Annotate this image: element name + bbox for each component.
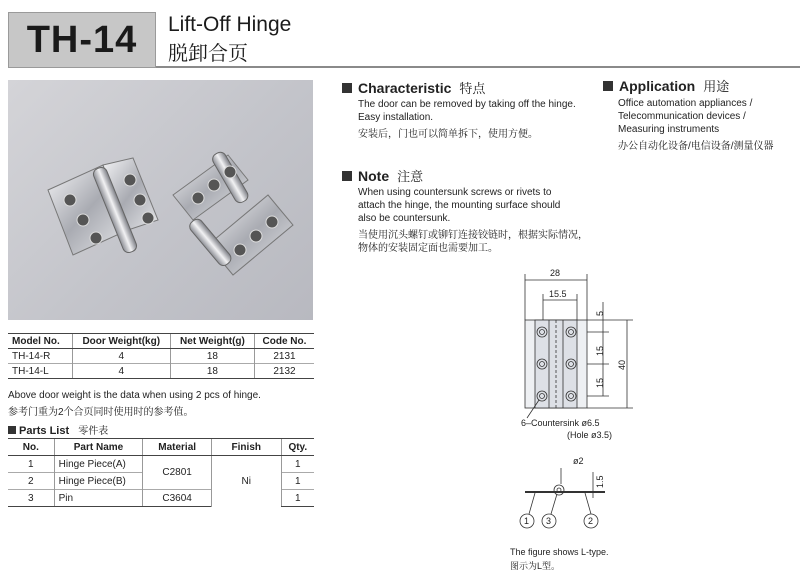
- col-model-no: Model No.: [8, 334, 72, 349]
- cell-qty: 1: [281, 456, 314, 473]
- countersink-label: 6–Countersink ø6.5: [521, 418, 600, 428]
- note-heading: [342, 166, 423, 185]
- characteristic-heading: [342, 78, 485, 97]
- hinge-separated: [173, 150, 293, 275]
- note-text: [358, 186, 588, 255]
- cell-net-weight: 18: [170, 364, 254, 379]
- col-code-no: Code No.: [254, 334, 314, 349]
- dim-15b: 15: [595, 377, 605, 388]
- cell-qty: 1: [281, 473, 314, 490]
- cell-net-weight: 18: [170, 349, 254, 364]
- model-code: TH-14: [26, 18, 138, 61]
- cell-qty: 1: [281, 490, 314, 507]
- callout-2: 2: [588, 516, 594, 526]
- cell-material: C2801: [143, 456, 212, 490]
- product-photo: [8, 80, 313, 320]
- bullet-square-icon: [342, 171, 352, 181]
- figure-caption: The figure shows L-type.: [510, 547, 609, 557]
- col-part-name: Part Name: [54, 439, 143, 456]
- bullet-square-icon: [342, 83, 352, 93]
- col-finish: Finish: [211, 439, 281, 456]
- weight-note: Above door weight is the data when using 2 pcs of hinge.: [8, 390, 261, 401]
- parts-list-heading: [8, 422, 108, 437]
- dim-15a: 15: [595, 345, 605, 356]
- cell-door-weight: 4: [72, 349, 170, 364]
- dim-5: 5: [595, 310, 605, 316]
- model-table: [8, 333, 314, 379]
- dim-center: 15.5: [549, 289, 567, 299]
- application-line-1: Office automation appliances /: [618, 98, 753, 109]
- note-line-3: also be countersunk.: [358, 213, 451, 224]
- callout-3: 3: [546, 516, 552, 526]
- characteristic-title: Characteristic: [358, 80, 452, 96]
- parts-list-title: Parts List: [19, 425, 70, 437]
- table-row: [8, 456, 314, 473]
- characteristic-line-1: The door can be removed by taking off the hinge.: [358, 99, 576, 110]
- characteristic-cn: 安装后，门也可以简单拆下，使用方便。: [358, 129, 538, 140]
- cell-part-name: Hinge Piece(B): [54, 473, 143, 490]
- application-line-2: Telecommunication devices /: [618, 111, 746, 122]
- bullet-square-icon: [8, 426, 16, 434]
- dim-thickness: 1.5: [595, 475, 605, 488]
- note-title-cn: 注意: [397, 169, 424, 184]
- cell-no: 1: [8, 456, 54, 473]
- cell-model: TH-14-R: [8, 349, 72, 364]
- dim-height: 40: [617, 359, 627, 370]
- model-table-header: [8, 334, 314, 349]
- header-divider: [156, 66, 800, 68]
- callout-1: 1: [524, 516, 530, 526]
- cell-model: TH-14-L: [8, 364, 72, 379]
- characteristic-title-cn: 特点: [459, 81, 486, 96]
- bullet-square-icon: [603, 81, 613, 91]
- hinge-assembled: [48, 158, 158, 255]
- note-title: Note: [358, 168, 390, 184]
- cell-code: 2131: [254, 349, 314, 364]
- col-material: Material: [143, 439, 212, 456]
- application-text: [618, 97, 774, 153]
- note-cn-2: 物体的安装固定面也需要加工。: [358, 243, 498, 254]
- cell-code: 2132: [254, 364, 314, 379]
- application-cn: 办公自动化设备/电信设备/测量仪器: [618, 141, 774, 152]
- cell-part-name: Pin: [54, 490, 143, 507]
- application-line-3: Measuring instruments: [618, 124, 720, 135]
- dim-width: 28: [550, 268, 561, 278]
- model-code-box: [8, 12, 156, 68]
- cell-part-name: Hinge Piece(A): [54, 456, 143, 473]
- parts-table-header: [8, 439, 314, 456]
- col-door-weight: Door Weight(kg): [72, 334, 170, 349]
- figure-caption-cn: 图示为L型。: [510, 561, 561, 571]
- parts-list-title-cn: 零件表: [78, 426, 109, 437]
- product-title: Lift-Off Hinge: [168, 13, 292, 36]
- pin-diameter: ø2: [573, 456, 584, 466]
- note-line-2: attach the hinge, the mounting surface should: [358, 200, 561, 211]
- cell-no: 2: [8, 473, 54, 490]
- col-no: No.: [8, 439, 54, 456]
- weight-note-cn: 参考门重为2个合页同时使用时的参考值。: [8, 407, 194, 418]
- application-title: Application: [619, 78, 696, 94]
- cell-finish: Ni: [211, 456, 281, 507]
- characteristic-text: [358, 98, 576, 141]
- hinge-photo-illustration: [8, 80, 313, 320]
- application-title-cn: 用途: [703, 79, 730, 94]
- note-cn-1: 当使用沉头螺钉或铆钉连接铰链时，根据实际情况，: [358, 230, 588, 241]
- application-heading: [603, 76, 729, 95]
- cell-no: 3: [8, 490, 54, 507]
- col-net-weight: Net Weight(g): [170, 334, 254, 349]
- table-row: [8, 364, 314, 379]
- hole-label: (Hole ø3.5): [567, 430, 613, 440]
- parts-table: [8, 438, 314, 507]
- cell-door-weight: 4: [72, 364, 170, 379]
- col-qty: Qty.: [281, 439, 314, 456]
- technical-drawing: [505, 262, 645, 532]
- product-title-cn: 脱卸合页: [168, 43, 248, 65]
- note-line-1: When using countersunk screws or rivets to: [358, 187, 552, 198]
- characteristic-line-2: Easy installation.: [358, 112, 434, 123]
- table-row: [8, 349, 314, 364]
- cell-material: C3604: [143, 490, 212, 507]
